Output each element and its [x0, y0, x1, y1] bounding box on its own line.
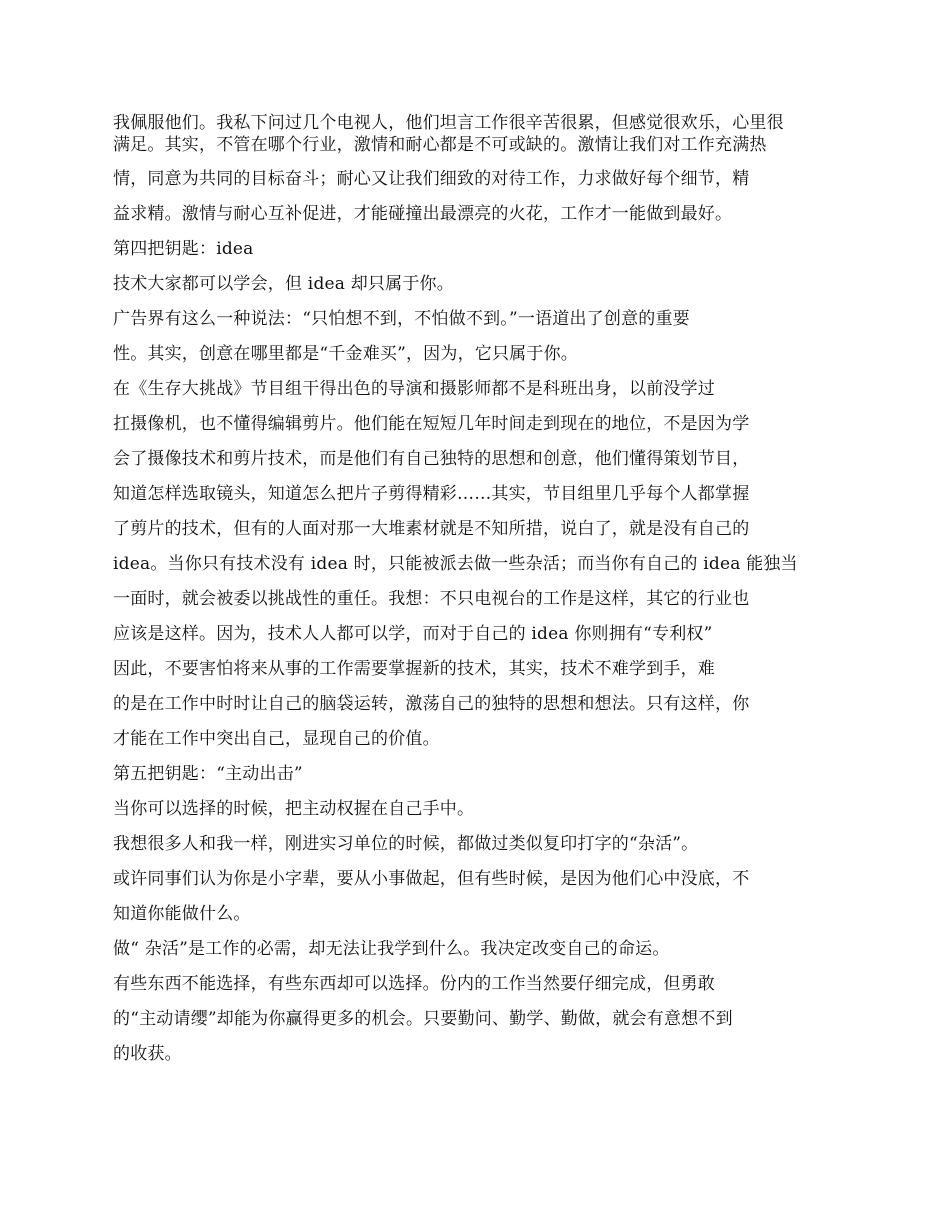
text-line: 我佩服他们。我私下问过几个电视人，他们坦言工作很辛苦很累，但感觉很欢乐，心里很	[113, 113, 784, 133]
text-line: 了剪片的技术，但有的人面对那一大堆素材就是不知所措，说白了，就是没有自己的	[113, 519, 750, 539]
text-line: 扛摄像机，也不懂得编辑剪片。他们能在短短几年时间走到现在的地位，不是因为学	[113, 414, 750, 434]
text-line: 应该是这样。因为，技术人人都可以学，而对于自己的 idea 你则拥有“专利权”	[113, 624, 713, 644]
text-line: 性。其实，创意在哪里都是“千金难买”，因为，它只属于你。	[113, 344, 578, 364]
text-line: 的是在工作中时时让自己的脑袋运转，激荡自己的独特的思想和想法。只有这样，你	[113, 694, 750, 714]
text-line: 会了摄像技术和剪片技术，而是他们有自己独特的思想和创意，他们懂得策划节目，	[113, 449, 750, 469]
section-heading: 第五把钥匙：“主动出击”	[113, 764, 303, 784]
text-line: idea。当你只有技术没有 idea 时，只能被派去做一些杂活；而当你有自己的 idea 能独当	[113, 554, 798, 574]
text-line: 在《生存大挑战》节目组干得出色的导演和摄影师都不是科班出身，以前没学过	[113, 379, 715, 399]
section-heading: 第四把钥匙：idea	[113, 239, 254, 259]
text-line: 才能在工作中突出自己，显现自己的价值。	[113, 729, 440, 749]
text-line: 技术大家都可以学会，但 idea 却只属于你。	[113, 274, 454, 294]
text-line: 或许同事们认为你是小字辈，要从小事做起，但有些时候，是因为他们心中没底，不	[113, 869, 750, 889]
text-line: 当你可以选择的时候，把主动权握在自己手中。	[113, 799, 475, 819]
text-line: 知道怎样选取镜头，知道怎么把片子剪得精彩……其实，节目组里几乎每个人都掌握	[113, 484, 750, 504]
text-line: 满足。其实，不管在哪个行业，激情和耐心都是不可或缺的。激情让我们对工作充满热	[113, 135, 767, 155]
text-line: 益求精。激情与耐心互补促进，才能碰撞出最漂亮的火花，工作才一能做到最好。	[113, 204, 733, 224]
text-line: 做“ 杂活”是工作的必需，却无法让我学到什么。我决定改变自己的命运。	[113, 939, 670, 959]
text-line: 广告界有这么一种说法：“只怕想不到，不怕做不到。”一语道出了创意的重要	[113, 309, 690, 329]
text-line: 因此，不要害怕将来从事的工作需要掌握新的技术，其实，技术不难学到手，难	[113, 659, 715, 679]
text-line: 的“主动请缨”却能为你赢得更多的机会。只要勤问、勤学、勤做，就会有意想不到	[113, 1009, 733, 1029]
text-line: 的收获。	[113, 1044, 182, 1064]
text-line: 情，同意为共同的目标奋斗；耐心又让我们细致的对待工作，力求做好每个细节，精	[113, 169, 750, 189]
text-line: 我想很多人和我一样，刚进实习单位的时候，都做过类似复印打字的“杂活”。	[113, 834, 699, 854]
text-line: 一面时，就会被委以挑战性的重任。我想：不只电视台的工作是这样，其它的行业也	[113, 589, 750, 609]
text-line: 知道你能做什么。	[113, 904, 251, 924]
text-line: 有些东西不能选择，有些东西却可以选择。份内的工作当然要仔细完成，但勇敢	[113, 974, 715, 994]
